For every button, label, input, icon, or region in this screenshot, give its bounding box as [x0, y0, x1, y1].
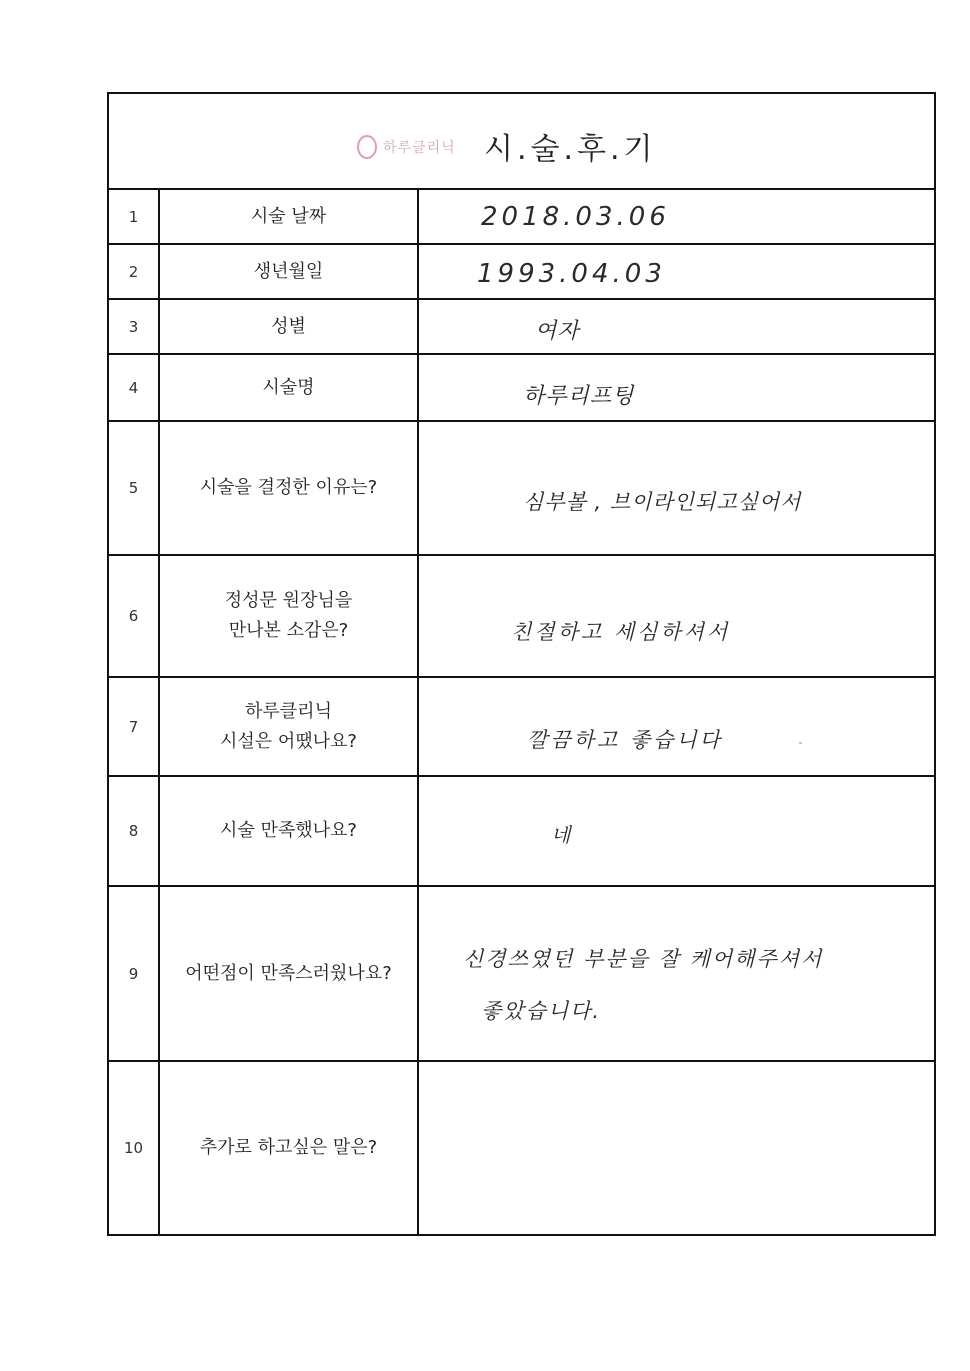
question-label: 시술 날짜	[160, 190, 419, 243]
question-label	[160, 678, 419, 775]
question-label: 시술 만족했나요?	[160, 777, 419, 885]
form-header	[109, 94, 934, 190]
row-number: 4	[109, 355, 160, 420]
answer-cell	[419, 1062, 934, 1234]
question-label: 성별	[160, 300, 419, 353]
row-number: 8	[109, 777, 160, 885]
answer-cell	[419, 190, 934, 243]
handwritten-answer: 2018.03.06	[481, 202, 670, 232]
row-number: 6	[109, 556, 160, 676]
table-row	[109, 355, 934, 422]
clinic-logo	[357, 132, 456, 162]
question-label	[160, 556, 419, 676]
table-row	[109, 245, 934, 300]
review-form-table	[107, 92, 936, 1236]
handwritten-answer: 하루리프팅	[523, 384, 635, 409]
table-row	[109, 887, 934, 1062]
answer-cell	[419, 245, 934, 298]
question-label: 생년월일	[160, 245, 419, 298]
table-row	[109, 190, 934, 245]
table-row	[109, 422, 934, 556]
table-row	[109, 777, 934, 887]
handwritten-answer: 네	[551, 823, 572, 847]
logo-ring-icon	[357, 135, 377, 159]
row-number: 2	[109, 245, 160, 298]
table-row	[109, 556, 934, 678]
form-title: 시.술.후.기	[484, 132, 657, 167]
answer-cell	[419, 678, 934, 775]
question-label: 시술명	[160, 355, 419, 420]
table-row	[109, 678, 934, 777]
answer-cell	[419, 556, 934, 676]
question-label: 어떤점이 만족스러웠나요?	[160, 887, 419, 1060]
handwritten-answer: 심부볼 , 브이라인되고싶어서	[523, 490, 802, 514]
row-number: 3	[109, 300, 160, 353]
handwritten-answer: 여자	[535, 319, 580, 344]
scan-speck	[799, 742, 802, 744]
handwritten-answer: 친절하고 세심하셔서	[511, 620, 731, 644]
answer-cell	[419, 300, 934, 353]
answer-cell	[419, 777, 934, 885]
row-number: 9	[109, 887, 160, 1060]
table-row	[109, 300, 934, 355]
handwritten-answer: 신경쓰였던 부분을 잘 케어해주셔서	[463, 947, 824, 971]
table-row	[109, 1062, 934, 1234]
question-label: 추가로 하고싶은 말은?	[160, 1062, 419, 1234]
answer-cell	[419, 355, 934, 420]
question-line: 하루클리닉	[245, 700, 332, 722]
row-number: 10	[109, 1062, 160, 1234]
answer-cell	[419, 422, 934, 554]
row-number: 1	[109, 190, 160, 243]
question-line: 만나본 소감은?	[228, 620, 349, 641]
answer-cell	[419, 887, 934, 1060]
handwritten-answer: 좋았습니다.	[481, 999, 602, 1023]
handwritten-answer: 1993.04.03	[477, 259, 666, 289]
question-label: 시술을 결정한 이유는?	[160, 422, 419, 554]
question-line: 시설은 어땠나요?	[220, 730, 357, 752]
row-number: 7	[109, 678, 160, 775]
row-number: 5	[109, 422, 160, 554]
handwritten-answer: 깔끔하고 좋습니다	[527, 728, 723, 752]
question-line: 정성문 원장님을	[224, 590, 353, 611]
logo-text: 하루클리닉	[383, 140, 456, 156]
